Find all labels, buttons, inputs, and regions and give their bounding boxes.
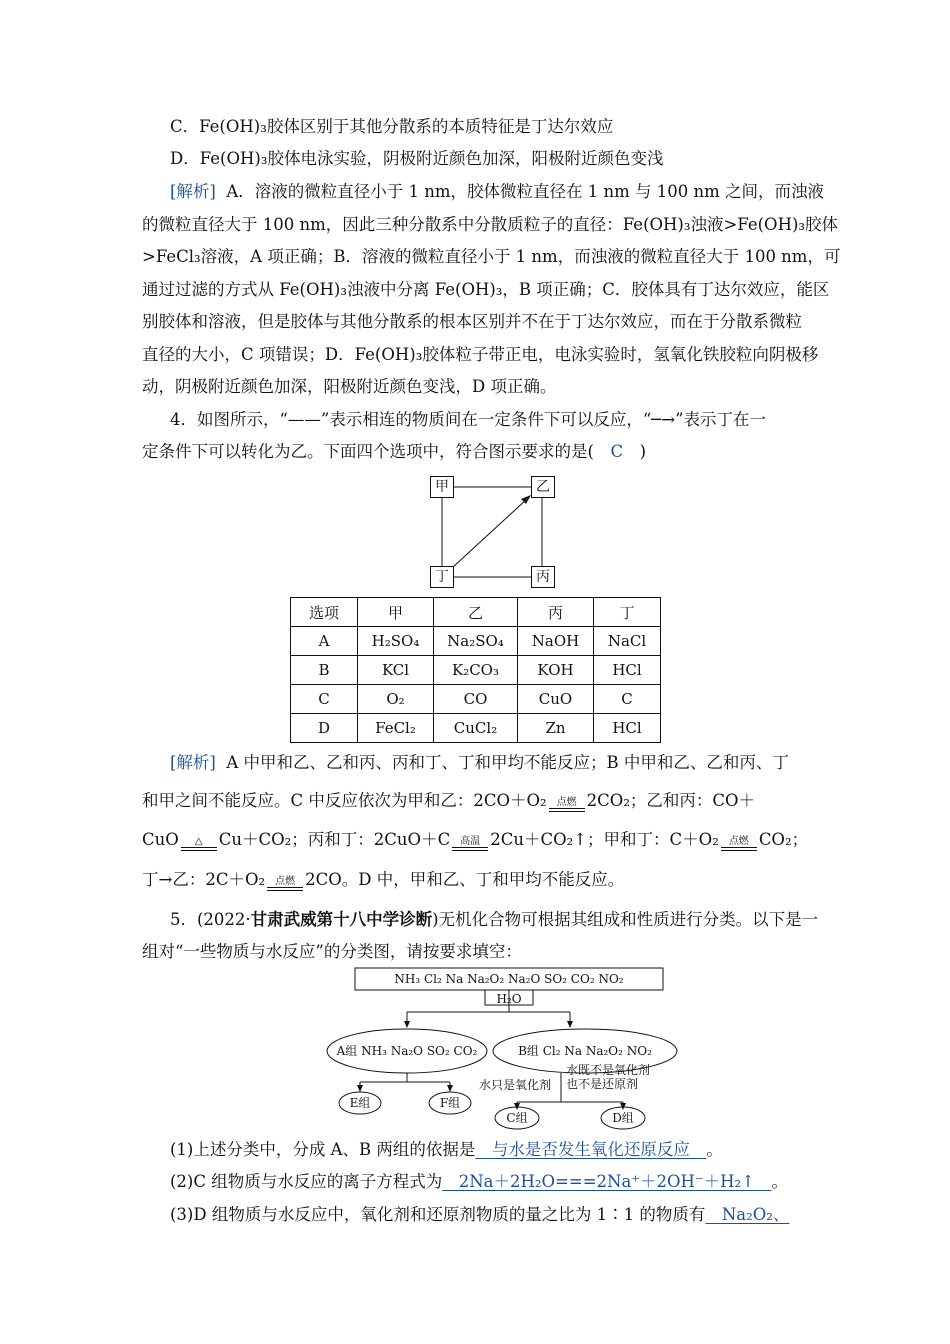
table-row	[291, 685, 661, 714]
analysis2-line-4: 丁→乙：2C＋O₂ 点燃 2CO。D 中，甲和乙、丁和甲均不能反应。	[142, 870, 625, 889]
analysis-line-6: 直径的大小，C 项错误；D．Fe(OH)₃胶体粒子带正电，电泳实验时，氢氧化铁胶粒向阴极移	[142, 345, 819, 364]
option-c: C．Fe(OH)₃胶体区别于其他分散系的本质特征是丁达尔效应	[170, 117, 614, 136]
node-bing: 丙	[531, 566, 555, 588]
water-neither-label-1: 水既不是氧化剂	[566, 1063, 651, 1077]
table-cell: CuCl₂	[434, 714, 518, 743]
table-cell: Zn	[518, 714, 594, 743]
group-e-label: E组	[349, 1096, 371, 1110]
table-row	[291, 627, 661, 656]
node-jia: 甲	[430, 476, 454, 498]
condition-ignite: 点燃	[556, 797, 577, 808]
analysis2-line-1: [解析] A 中甲和乙、乙和丙、丙和丁、丁和甲均不能反应；B 中甲和乙、乙和丙、丁	[170, 753, 789, 772]
table-cell: KOH	[518, 656, 594, 685]
analysis-line-5: 别胶体和溶液，但是胶体与其他分散系的根本区别并不在于丁达尔效应，而在于分散系微粒	[142, 312, 802, 331]
table-cell: C	[291, 685, 358, 714]
table-cell: H₂SO₄	[358, 627, 434, 656]
condition-high-temp: 高温	[460, 836, 481, 847]
analysis2-tag: [解析]	[170, 753, 216, 772]
table-header-cell: 丙	[518, 598, 594, 627]
part-2: (2)C 组物质与水反应的离子方程式为 2Na＋2H₂O===2Na⁺＋2OH⁻＋H₂↑ 。	[170, 1172, 788, 1191]
analysis-line-3: >FeCl₃溶液，A 项正确；B．溶液的微粒直径小于 1 nm，而浊液的微粒直径大于 100 nm，可	[142, 247, 841, 266]
question-4-answer: C	[610, 442, 624, 461]
option-d: D．Fe(OH)₃胶体电泳实验，阴极附近颜色加深，阳极附近颜色变浅	[170, 149, 664, 168]
question-5-line-1: 5．(2022·甘肃武威第十八中学诊断)无机化合物可根据其组成和性质进行分类。以下是一	[170, 910, 819, 929]
question-5-source: 甘肃武威第十八中学诊断	[250, 910, 433, 929]
table-header-cell: 丁	[594, 598, 661, 627]
analysis2-line-3: CuO △ Cu＋CO₂；丙和丁：2CuO＋C 高温 2Cu＋CO₂↑；甲和丁：C＋O₂ 点燃 CO₂；	[142, 830, 809, 849]
group-a-ellipse: A组 NH₃ Na₂O SO₂ CO₂	[336, 1044, 478, 1058]
analysis-line-7: 动，阴极附近颜色加深，阳极附近颜色变浅，D 项正确。	[142, 377, 557, 396]
analysis-line-2: 的微粒直径大于 100 nm，因此三种分散系中分散质粒子的直径：Fe(OH)₃浊液>Fe(OH)₃胶体	[142, 215, 839, 234]
node-ding: 丁	[430, 566, 454, 588]
water-label: H₂O	[496, 992, 522, 1006]
question-5-line-2: 组对“一些物质与水反应”的分类图，请按要求填空：	[142, 942, 522, 961]
analysis-line-1: [解析] A．溶液的微粒直径小于 1 nm，胶体微粒直径在 1 nm 与 100 nm 之间，而浊液	[170, 182, 825, 201]
table-cell: NaOH	[518, 627, 594, 656]
table-cell: FeCl₂	[358, 714, 434, 743]
analysis-tag: [解析]	[170, 182, 216, 201]
condition-ignite: 点燃	[728, 836, 749, 847]
water-oxidant-label: 水只是氧化剂	[479, 1078, 552, 1092]
table-cell: D	[291, 714, 358, 743]
table-cell: A	[291, 627, 358, 656]
table-cell: B	[291, 656, 358, 685]
condition-heat: △	[194, 836, 203, 847]
part-1: (1)上述分类中，分成 A、B 两组的依据是 与水是否发生氧化还原反应 。	[170, 1140, 723, 1159]
table-row	[291, 714, 661, 743]
question-4-line-1: 4．如图所示，“——”表示相连的物质间在一定条件下可以反应，“─→”表示丁在一	[170, 410, 766, 429]
table-header-cell: 选项	[291, 598, 358, 627]
table-cell: K₂CO₃	[434, 656, 518, 685]
analysis2-line-2: 和甲之间不能反应。C 中反应依次为甲和乙：2CO＋O₂ 点燃 2CO₂；乙和丙：CO＋	[142, 791, 756, 810]
part-1-answer: 与水是否发生氧化还原反应	[475, 1140, 707, 1159]
table-cell: HCl	[594, 656, 661, 685]
node-yi: 乙	[531, 476, 555, 498]
water-neither-label-2: 也不是还原剂	[566, 1077, 639, 1091]
table-cell: O₂	[358, 685, 434, 714]
table-header-row	[291, 598, 661, 627]
group-c-label: C组	[506, 1111, 528, 1125]
group-b-ellipse: B组 Cl₂ Na Na₂O₂ NO₂	[518, 1044, 652, 1058]
options-table	[290, 597, 661, 743]
table-cell: CO	[434, 685, 518, 714]
table-cell: NaCl	[594, 627, 661, 656]
part-3: (3)D 组物质与水反应中，氧化剂和还原剂物质的量之比为 1∶1 的物质有 Na₂O₂、	[170, 1205, 790, 1224]
table-row	[291, 656, 661, 685]
table-header-cell: 甲	[358, 598, 434, 627]
table-cell: KCl	[358, 656, 434, 685]
group-d-label: D组	[612, 1111, 634, 1125]
all-substances-label: NH₃ Cl₂ Na Na₂O₂ Na₂O SO₂ CO₂ NO₂	[394, 972, 624, 986]
table-header-cell: 乙	[434, 598, 518, 627]
table-cell: Na₂SO₄	[434, 627, 518, 656]
question-4-line-2: 定条件下可以转化为乙。下面四个选项中，符合图示要求的是( C )	[142, 442, 646, 461]
group-f-label: F组	[439, 1096, 461, 1110]
part-2-answer: 2Na＋2H₂O===2Na⁺＋2OH⁻＋H₂↑	[442, 1172, 772, 1191]
table-cell: HCl	[594, 714, 661, 743]
table-cell: CuO	[518, 685, 594, 714]
part-3-answer: Na₂O₂、	[705, 1205, 790, 1224]
condition-ignite: 点燃	[275, 876, 296, 887]
analysis-line-4: 通过过滤的方式从 Fe(OH)₃浊液中分离 Fe(OH)₃，B 项正确；C．胶体具有丁达尔效应，能区	[142, 280, 830, 299]
table-cell: C	[594, 685, 661, 714]
